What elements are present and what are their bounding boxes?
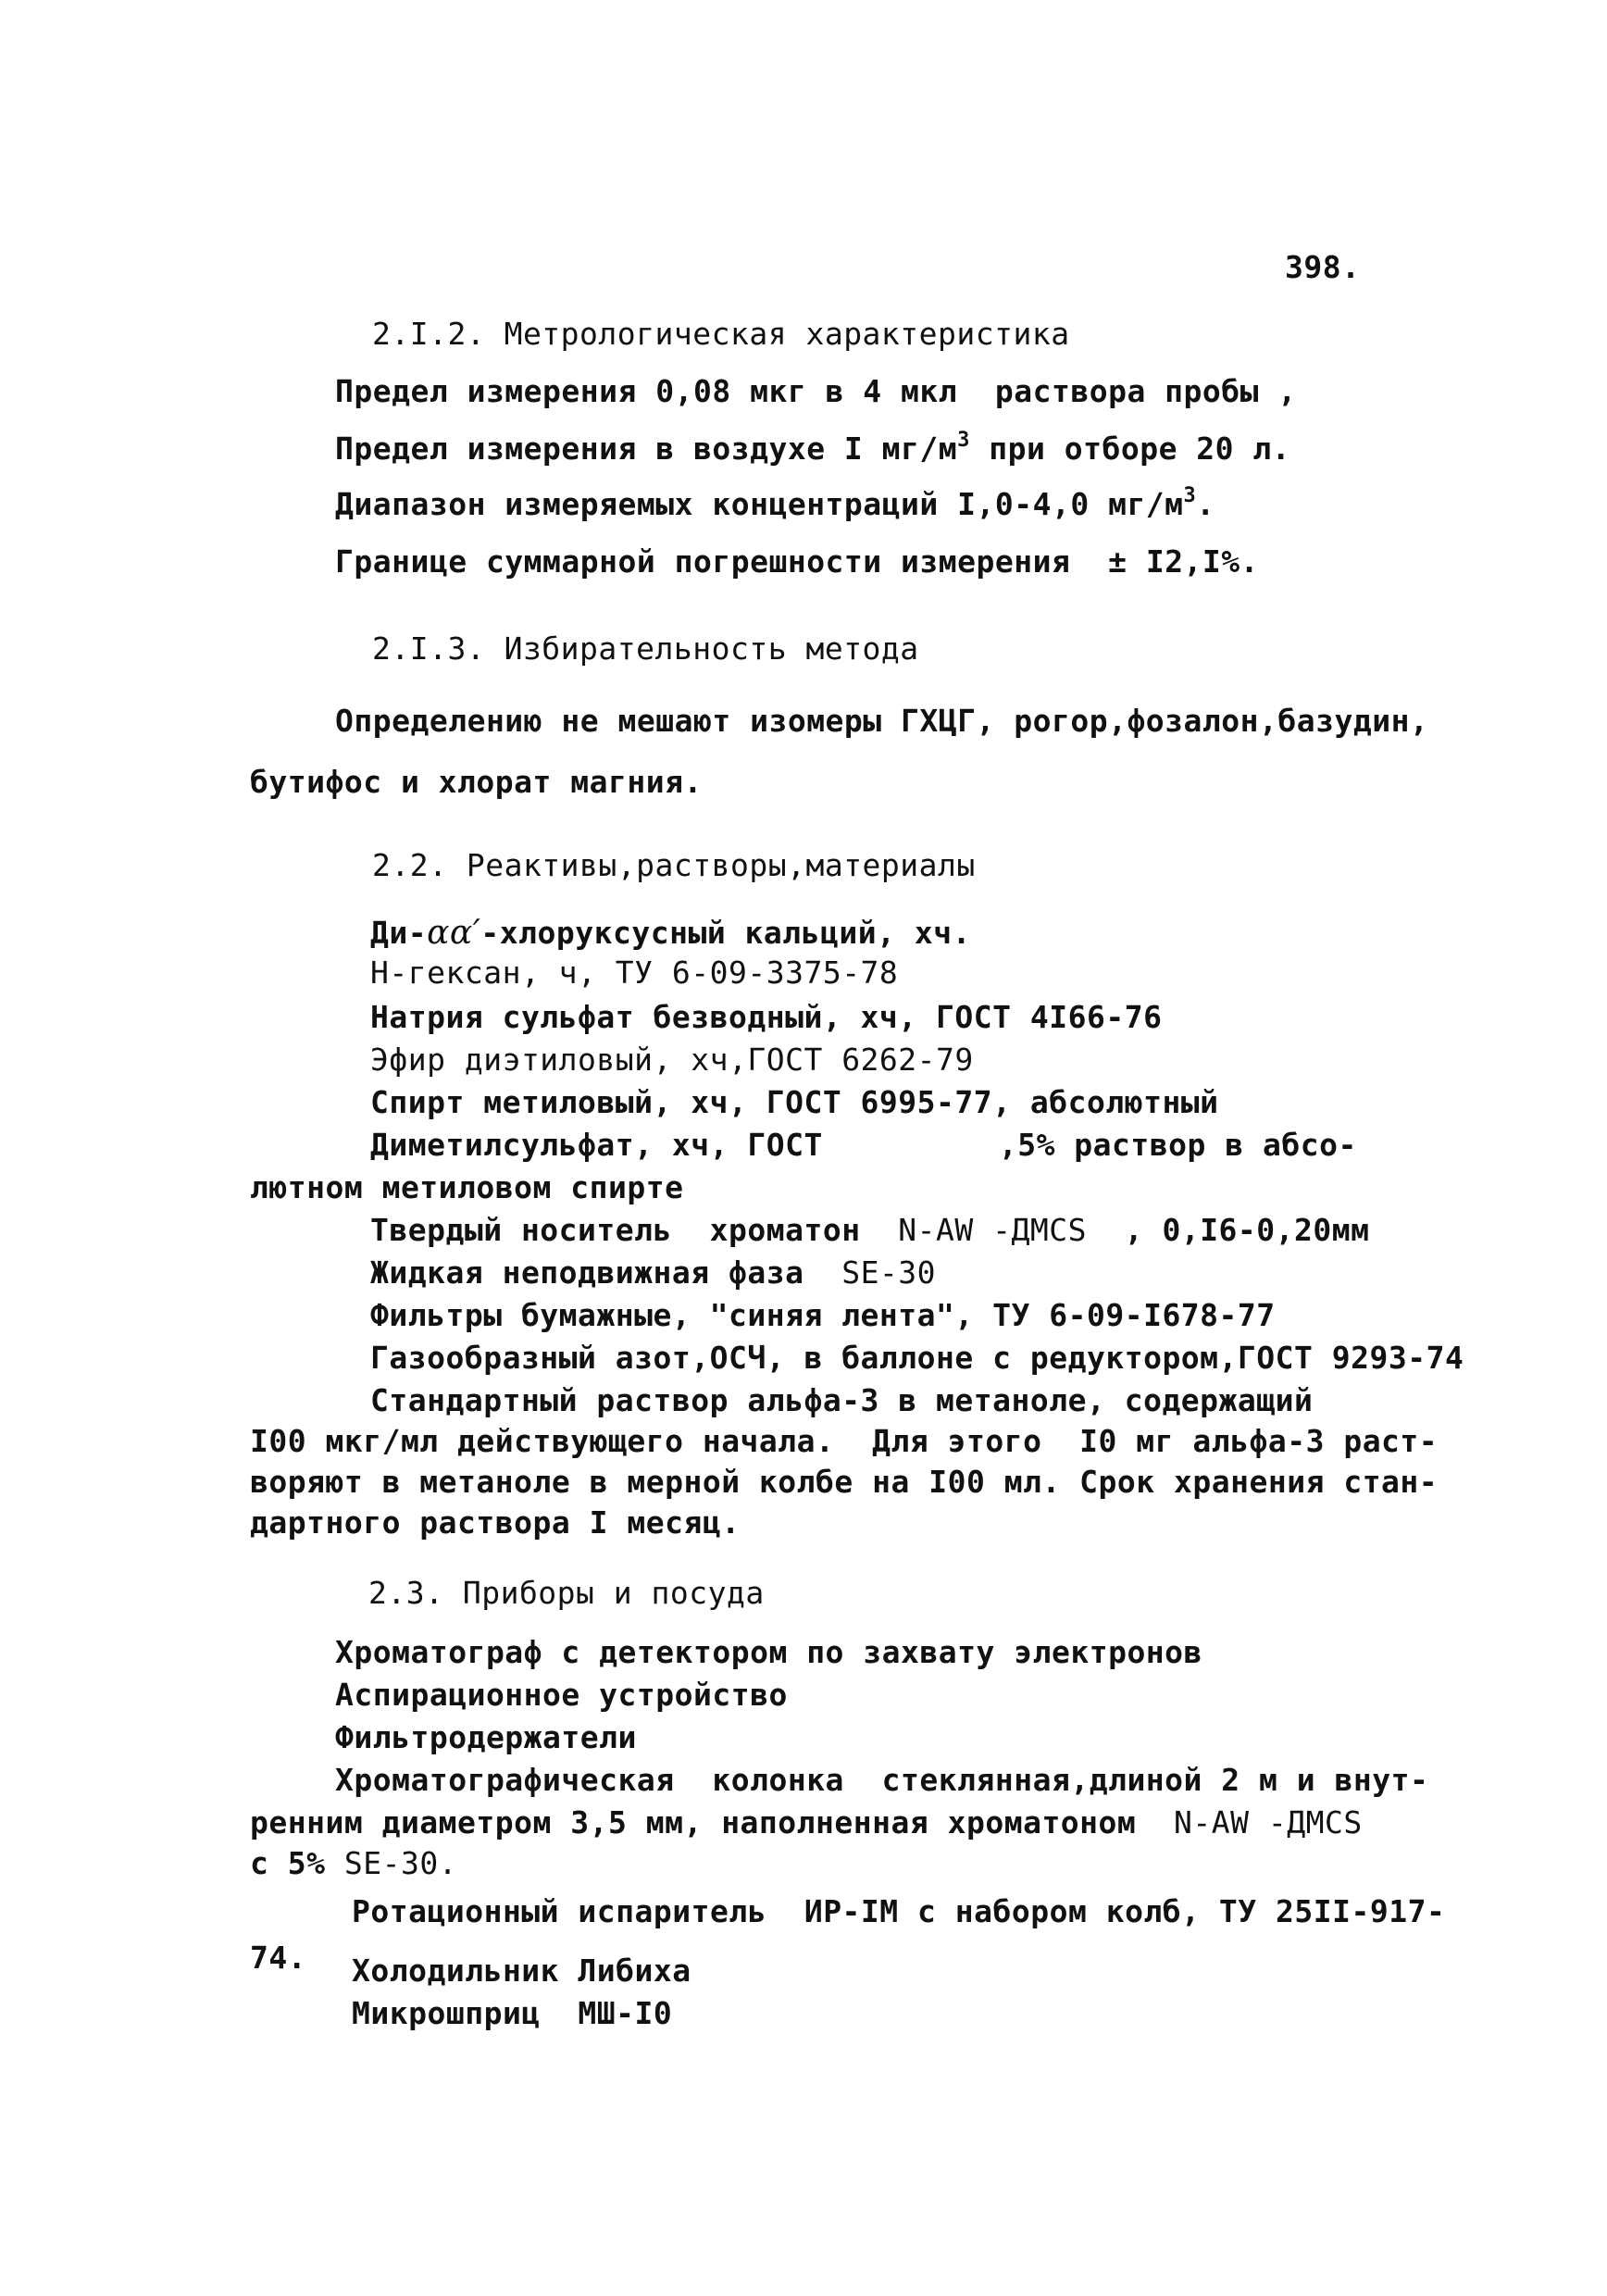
handwritten-greek: αα′ [427, 914, 481, 952]
text-segment: Предел измерения в воздухе I мг/м [335, 430, 958, 467]
text-segment: с 5% [250, 1845, 344, 1881]
text-segment: при отборе 20 л. [969, 430, 1291, 467]
text-segment: -хлоруксусный кальций, хч. [480, 915, 971, 951]
reagent-line [370, 1212, 1370, 1248]
section-heading-2-1-2: 2.I.2. Метрологическая характеристика [372, 316, 1070, 352]
reagent-line: лютном метиловом спирте [250, 1169, 684, 1205]
reagent-line: Спирт метиловый, хч, ГОСТ 6995-77, абсолютный [370, 1084, 1219, 1120]
text-segment: Границе суммарной погрешности измерения [335, 543, 1109, 580]
reagent-line: Газообразный азот,ОСЧ, в баллоне с редуктором,ГОСТ 9293-74 [370, 1340, 1464, 1376]
text-line [335, 484, 1215, 522]
superscript: 3 [957, 429, 970, 452]
reagent-line: дартного раствора I месяц. [250, 1504, 741, 1541]
reagent-line: Н-гексан, ч, ТУ 6-09-3375-78 [370, 955, 899, 991]
reagent-line: Фильтры бумажные, "синяя лента", ТУ 6-09-I678-77 [370, 1297, 1276, 1333]
text-segment: ,5% раствор в абсо- [998, 1127, 1357, 1163]
equipment-line: Микрошприц МШ-I0 [352, 1995, 673, 2031]
reagent-line: Стандартный раствор альфа-3 в метаноле, содержащий [370, 1382, 1314, 1418]
text-line [335, 543, 1260, 580]
section-heading-2-1-3: 2.I.3. Избирательность метода [372, 630, 919, 667]
section-heading-2-3: 2.3. Приборы и посуда [368, 1575, 765, 1611]
reagent-line: Натрия сульфат безводный, хч, ГОСТ 4I66-76 [370, 999, 1163, 1035]
equipment-line: Хроматографическая колонка стеклянная,длиной 2 м и внут- [335, 1762, 1429, 1798]
text-segment: Жидкая неподвижная фаза [370, 1254, 842, 1291]
superscript: 3 [1183, 484, 1197, 507]
equipment-line: Холодильник Либиха [352, 1953, 691, 1989]
reagent-line [370, 914, 971, 952]
page-number: 398. [1285, 249, 1361, 285]
reagent-line [370, 1254, 937, 1291]
text-segment: Диметилсульфат, хч, ГОСТ [370, 1127, 823, 1163]
equipment-line: 74. [250, 1940, 307, 1976]
reagent-line [370, 1127, 1357, 1163]
section-heading-2-2: 2.2. Реактивы,растворы,материалы [372, 847, 976, 883]
text-line: Предел измерения 0,08 мкг в 4 мкл раствора пробы , [335, 373, 1297, 409]
text-line [335, 429, 1291, 467]
text-segment: N-AW -ДМСS [1174, 1804, 1363, 1841]
equipment-line: Хроматограф с детектором по захвату электронов [335, 1634, 1202, 1670]
reagent-line: воряют в метаноле в мерной колбе на I00 мл. Срок хранения стан- [250, 1464, 1439, 1500]
equipment-line: Ротационный испаритель ИР-IМ с набором колб, ТУ 25II-917- [352, 1893, 1446, 1929]
text-segment: SE-30 [841, 1254, 937, 1291]
text-segment: Ди- [370, 915, 428, 951]
text-segment: N-AW -ДМСS [898, 1212, 1087, 1248]
text-segment: , 0,I6-0,20мм [1086, 1212, 1370, 1248]
text-segment: Твердый носитель хроматон [370, 1212, 899, 1248]
equipment-line: Фильтродержатели [335, 1719, 637, 1755]
text-line: Определению не мешают изомеры ГХЦГ, рогор,фозалон,базудин, [335, 703, 1429, 739]
equipment-line: Аспирационное устройство [335, 1677, 788, 1713]
equipment-line [250, 1845, 458, 1881]
text-line: бутифос и хлорат магния. [250, 764, 703, 800]
plus-minus-sign: ± [1108, 543, 1127, 580]
equipment-line [250, 1804, 1363, 1841]
reagent-line: I00 мкг/мл действующего начала. Для этого I0 мг альфа-3 раст- [250, 1423, 1439, 1459]
text-segment: ренним диаметром 3,5 мм, наполненная хроматоном [250, 1804, 1175, 1841]
text-segment: Диапазон измеряемых концентраций I,0-4,0 мг/м [335, 486, 1184, 522]
text-segment: SE-30. [343, 1845, 458, 1881]
reagent-line: Эфир диэтиловый, хч,ГОСТ 6262-79 [370, 1042, 974, 1078]
text-segment: . [1196, 486, 1215, 522]
text-segment: I2,I%. [1127, 543, 1260, 580]
